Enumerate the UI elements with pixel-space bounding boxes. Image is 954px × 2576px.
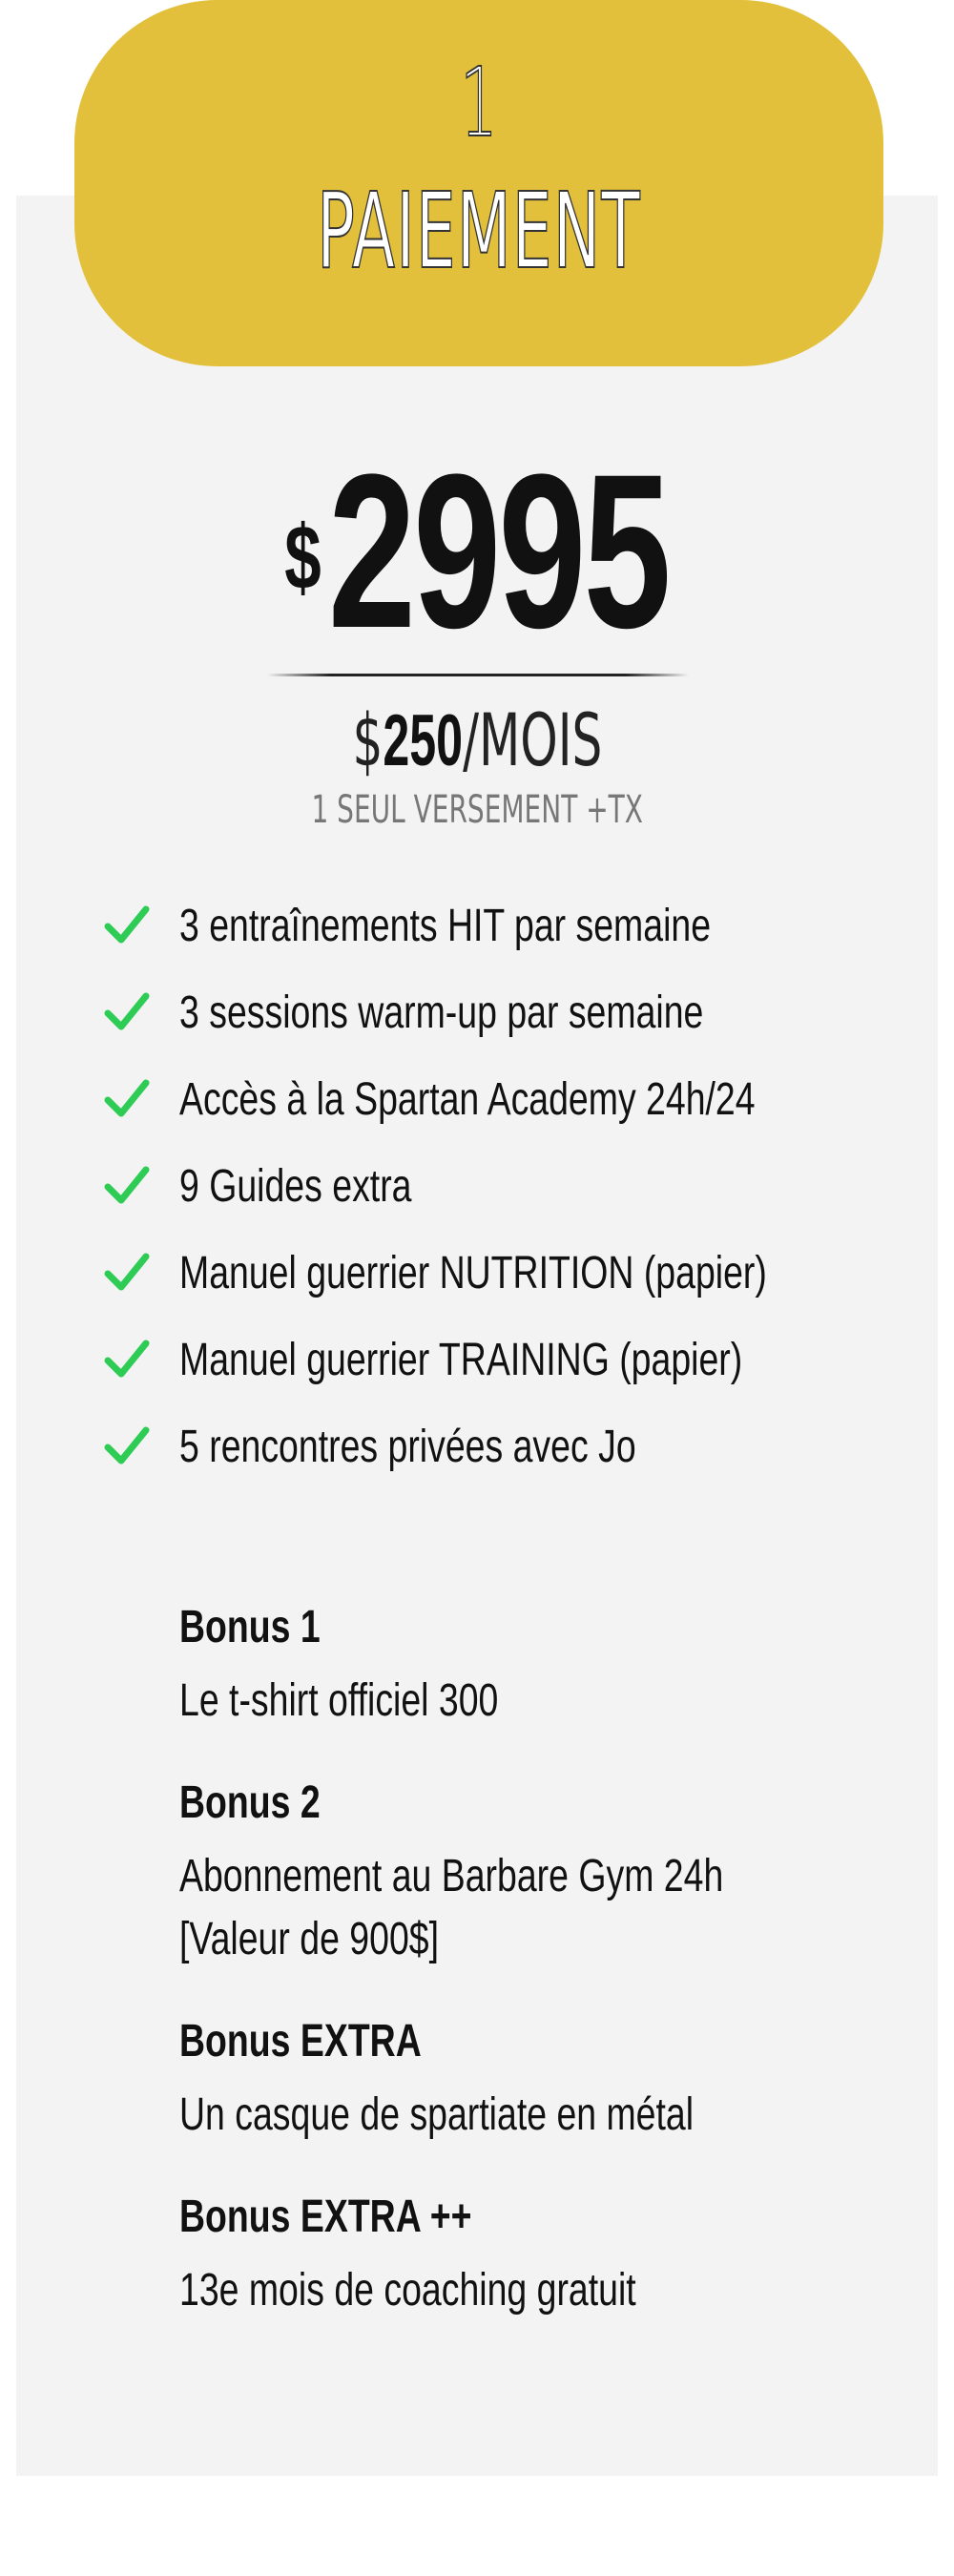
plan-title: PAIEMENT [317,170,641,292]
feature-label: Manuel guerrier NUTRITION (papier) [179,1248,767,1298]
feature-item [103,1239,885,1326]
feature-label: 9 Guides extra [179,1161,412,1212]
feature-item [103,1066,885,1153]
feature-item [103,1413,885,1500]
feature-list [103,892,885,1500]
bonus-item [179,2183,866,2322]
check-icon [103,902,151,949]
monthly-currency: $ [352,697,383,782]
bonus-item [179,1593,866,1733]
price-block [0,428,954,674]
bonus-description: Le t-shirt officiel 300 [179,1675,499,1726]
price-currency: $ [284,507,322,609]
feature-item [103,1326,885,1413]
bonus-description: [Valeur de 900$] [179,1914,439,1964]
feature-label: Accès à la Spartan Academy 24h/24 [179,1074,756,1125]
bonus-title: Bonus EXTRA [179,2016,422,2067]
check-icon [103,1162,151,1210]
check-icon [103,1249,151,1297]
feature-item [103,1153,885,1239]
bonus-item [179,2007,866,2147]
plan-header [74,0,883,366]
monthly-amount: 250 [382,700,463,781]
feature-label: 3 sessions warm-up par semaine [179,987,704,1038]
check-icon [103,1336,151,1383]
bonus-list [179,1593,866,2358]
bonus-title: Bonus EXTRA ++ [179,2192,472,2242]
feature-item [103,979,885,1066]
feature-item [103,892,885,979]
monthly-unit: /MOIS [462,697,602,782]
price-amount: 2995 [328,428,670,674]
price-divider [267,674,689,676]
bonus-description: Abonnement au Barbare Gym 24h [179,1851,724,1901]
bonus-title: Bonus 2 [179,1777,321,1828]
feature-label: 3 entraînements HIT par semaine [179,901,712,951]
bonus-item [179,1769,866,1971]
check-icon [103,988,151,1036]
check-icon [103,1075,151,1123]
monthly-price [0,695,954,787]
bonus-title: Bonus 1 [179,1602,321,1652]
payment-note: 1 SEUL VERSEMENT +TX [311,788,643,832]
bonus-description: 13e mois de coaching gratuit [179,2265,636,2316]
feature-label: Manuel guerrier TRAINING (papier) [179,1335,743,1385]
feature-label: 5 rencontres privées avec Jo [179,1422,636,1472]
bonus-description: Un casque de spartiate en métal [179,2089,695,2140]
plan-number: 1 [460,47,498,158]
check-icon [103,1423,151,1470]
